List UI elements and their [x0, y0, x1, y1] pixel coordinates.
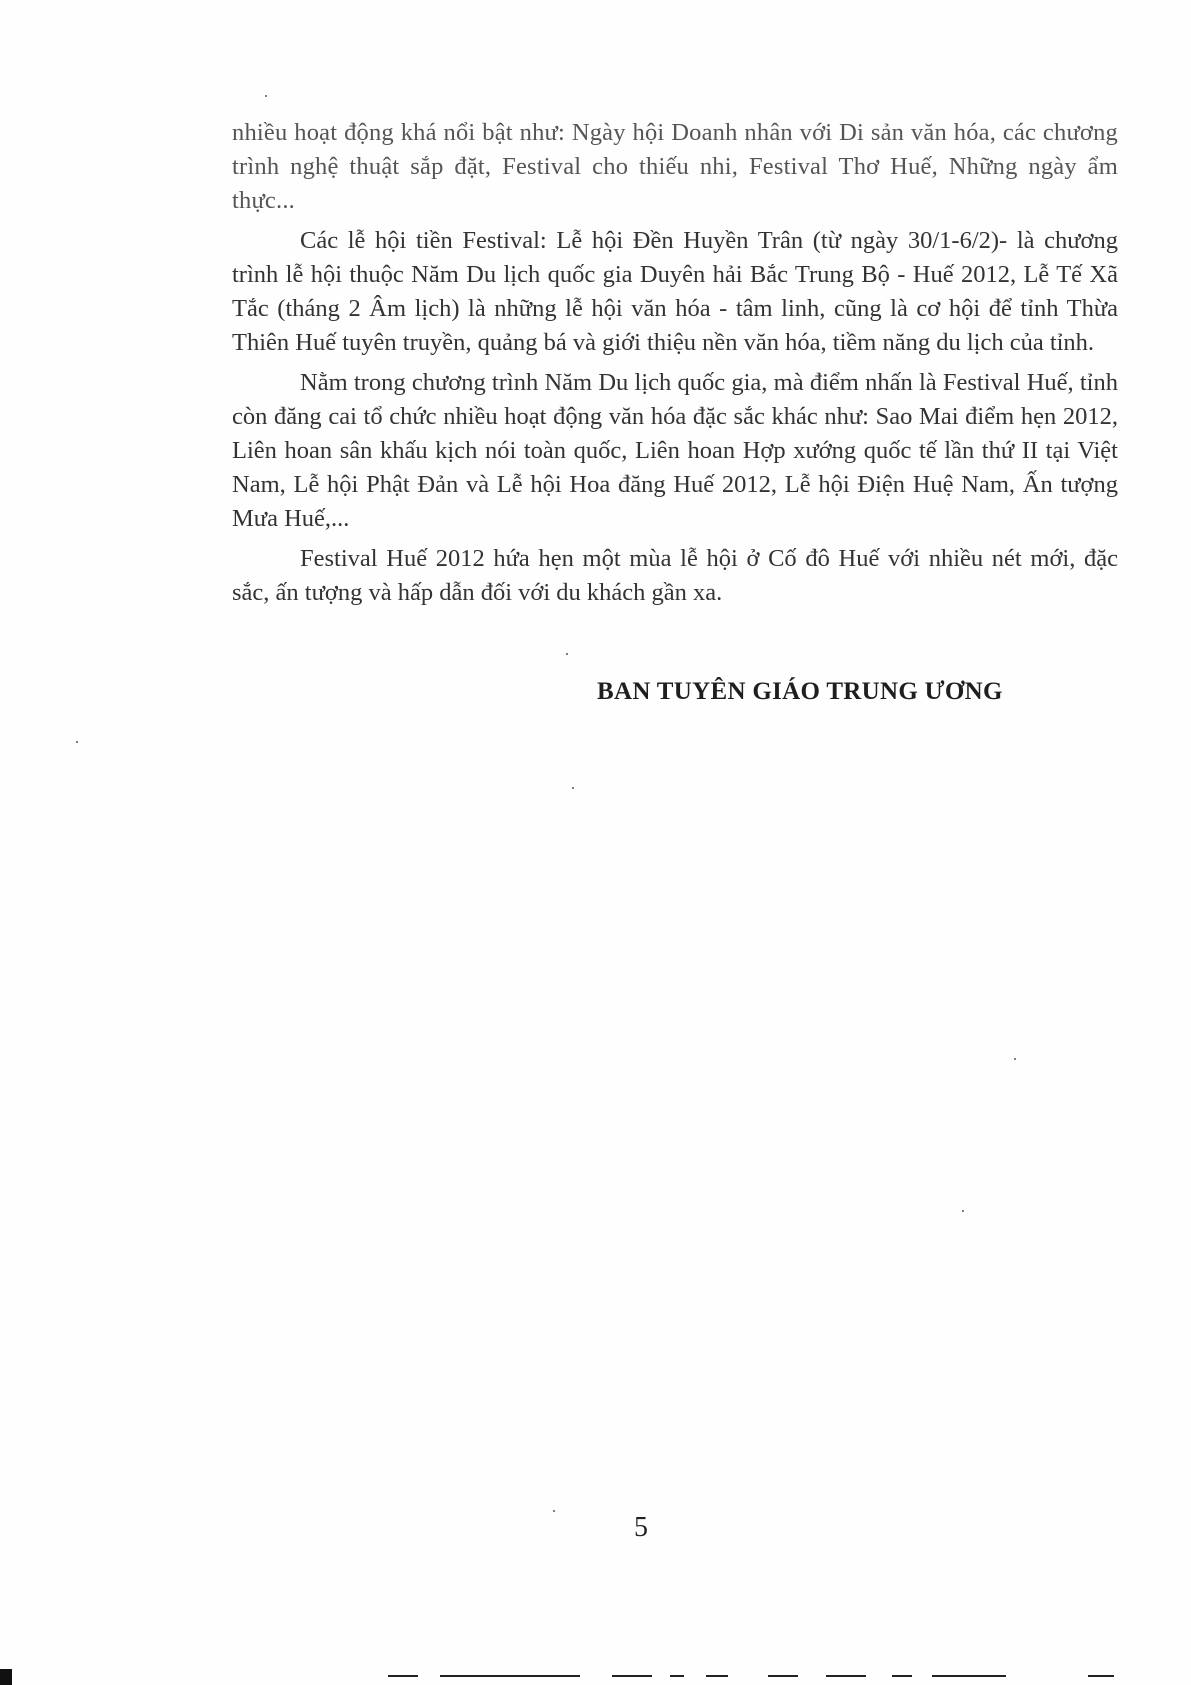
- scan-line: [440, 1675, 580, 1677]
- paragraph-national-tourism-year: Nằm trong chương trình Năm Du lịch quốc gia, mà điểm nhấn là Festival Huế, tỉnh còn đăng cai tổ chức nhiều hoạt động văn hóa đặc sắc khác như: Sao Mai điểm hẹn 2012, Liên hoan sân khấu kịch nói toàn quốc, Liên hoan Hợp xướng quốc tế lần thứ II tại Việt Nam, Lễ hội Phật Đản và Lễ hội Hoa đăng Huế 2012, Lễ hội Điện Huệ Nam, Ấn tượng Mưa Huế,...: [232, 369, 1118, 532]
- scan-speck: [962, 1210, 964, 1212]
- page-number: 5: [634, 1512, 648, 1543]
- scan-line: [1088, 1675, 1114, 1677]
- scan-line: [388, 1675, 418, 1677]
- scan-speck: [566, 653, 568, 655]
- scan-edge-mark: [0, 1669, 12, 1685]
- paragraph-pre-festival: Các lễ hội tiền Festival: Lễ hội Đền Huyền Trân (từ ngày 30/1-6/2)- là chương trình lễ hội thuộc Năm Du lịch quốc gia Duyên hải Bắc Trung Bộ - Huế 2012, Lễ Tế Xã Tắc (tháng 2 Âm lịch) là những lễ hội văn hóa - tâm linh, cũng là cơ hội để tỉnh Thừa Thiên Huế tuyên truyền, quảng bá và giới thiệu nền văn hóa, tiềm năng du lịch của tỉnh.: [232, 227, 1118, 356]
- scan-speck: [553, 1510, 555, 1512]
- scan-speck: [265, 95, 267, 97]
- body-text: [232, 116, 1118, 616]
- scan-line: [706, 1675, 728, 1677]
- scan-bottom-edge: [0, 1669, 1191, 1685]
- scan-speck: [76, 741, 78, 743]
- paragraph-continuation: nhiều hoạt động khá nổi bật như: Ngày hội Doanh nhân với Di sản văn hóa, các chương trình nghệ thuật sắp đặt, Festival cho thiếu nhi, Festival Thơ Huế, Những ngày ẩm thực...: [232, 119, 1118, 214]
- scan-line: [768, 1675, 798, 1677]
- paragraph-closing: Festival Huế 2012 hứa hẹn một mùa lễ hội ở Cố đô Huế với nhiều nét mới, đặc sắc, ấn tượng và hấp dẫn đối với du khách gần xa.: [232, 545, 1118, 606]
- scan-line: [826, 1675, 866, 1677]
- scan-line: [932, 1675, 1006, 1677]
- scan-line: [612, 1675, 652, 1677]
- scan-line: [892, 1675, 912, 1677]
- scan-speck: [572, 787, 574, 789]
- scan-line: [670, 1675, 684, 1677]
- signature-organization: BAN TUYÊN GIÁO TRUNG ƯƠNG: [597, 678, 1003, 705]
- scan-speck: [1014, 1058, 1016, 1060]
